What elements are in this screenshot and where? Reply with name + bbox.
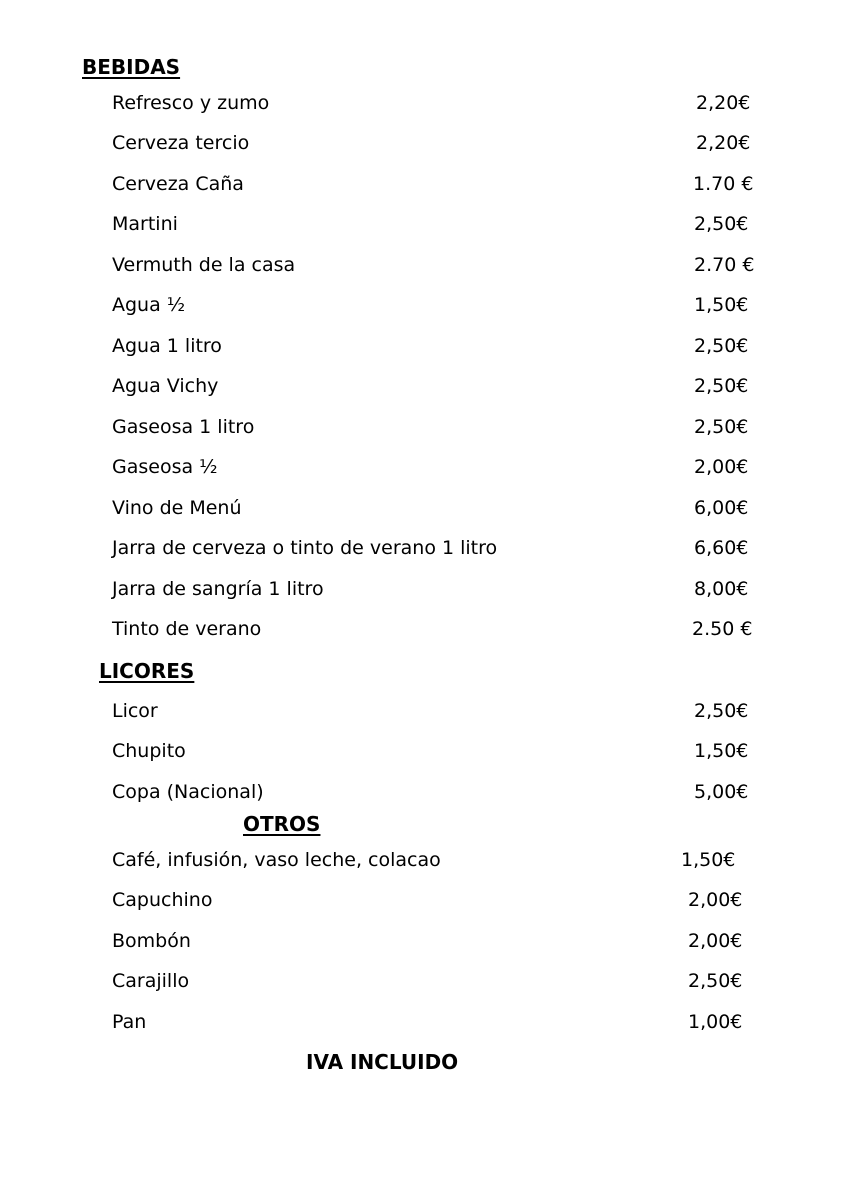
item-price: 1.70 € [693, 173, 754, 195]
item-name: Agua Vichy [112, 375, 219, 397]
item-name: Cerveza Caña [112, 173, 244, 195]
item-price: 2,00€ [688, 889, 743, 911]
item-name: Licor [112, 700, 158, 722]
item-name: Tinto de verano [112, 618, 262, 640]
section-title-otros: OTROS [243, 812, 321, 836]
item-name: Gaseosa 1 litro [112, 416, 255, 438]
item-name: Carajillo [112, 970, 190, 992]
item-name: Café, infusión, vaso leche, colacao [112, 849, 441, 871]
item-name: Copa (Nacional) [112, 781, 264, 803]
item-price: 8,00€ [694, 578, 749, 600]
item-price: 2,50€ [694, 335, 749, 357]
item-price: 2,00€ [694, 456, 749, 478]
item-price: 6,60€ [694, 537, 749, 559]
item-name: Refresco y zumo [112, 92, 270, 114]
item-price: 2,50€ [694, 375, 749, 397]
item-name: Jarra de cerveza o tinto de verano 1 litro [112, 537, 498, 559]
item-name: Chupito [112, 740, 186, 762]
item-price: 1,00€ [688, 1011, 743, 1033]
item-name: Agua ½ [112, 294, 186, 316]
item-name: Agua 1 litro [112, 335, 222, 357]
item-price: 1,50€ [694, 740, 749, 762]
item-name: Martini [112, 213, 178, 235]
item-name: Vermuth de la casa [112, 254, 296, 276]
item-name: Bombón [112, 930, 191, 952]
item-price: 2,20€ [696, 92, 751, 114]
section-title-bebidas: BEBIDAS [82, 55, 181, 79]
item-price: 2.70 € [694, 254, 755, 276]
tax-note: IVA INCLUIDO [306, 1050, 459, 1074]
section-title-licores: LICORES [99, 659, 195, 683]
item-price: 2.50 € [692, 618, 753, 640]
item-name: Pan [112, 1011, 147, 1033]
item-name: Gaseosa ½ [112, 456, 218, 478]
item-price: 1,50€ [694, 294, 749, 316]
item-name: Capuchino [112, 889, 213, 911]
item-name: Vino de Menú [112, 497, 242, 519]
item-price: 2,50€ [694, 416, 749, 438]
item-price: 2,00€ [688, 930, 743, 952]
item-name: Jarra de sangría 1 litro [112, 578, 324, 600]
item-price: 2,50€ [694, 213, 749, 235]
item-price: 6,00€ [694, 497, 749, 519]
item-price: 1,50€ [681, 849, 736, 871]
item-price: 5,00€ [694, 781, 749, 803]
item-price: 2,50€ [688, 970, 743, 992]
item-price: 2,20€ [696, 132, 751, 154]
item-price: 2,50€ [694, 700, 749, 722]
item-name: Cerveza tercio [112, 132, 250, 154]
